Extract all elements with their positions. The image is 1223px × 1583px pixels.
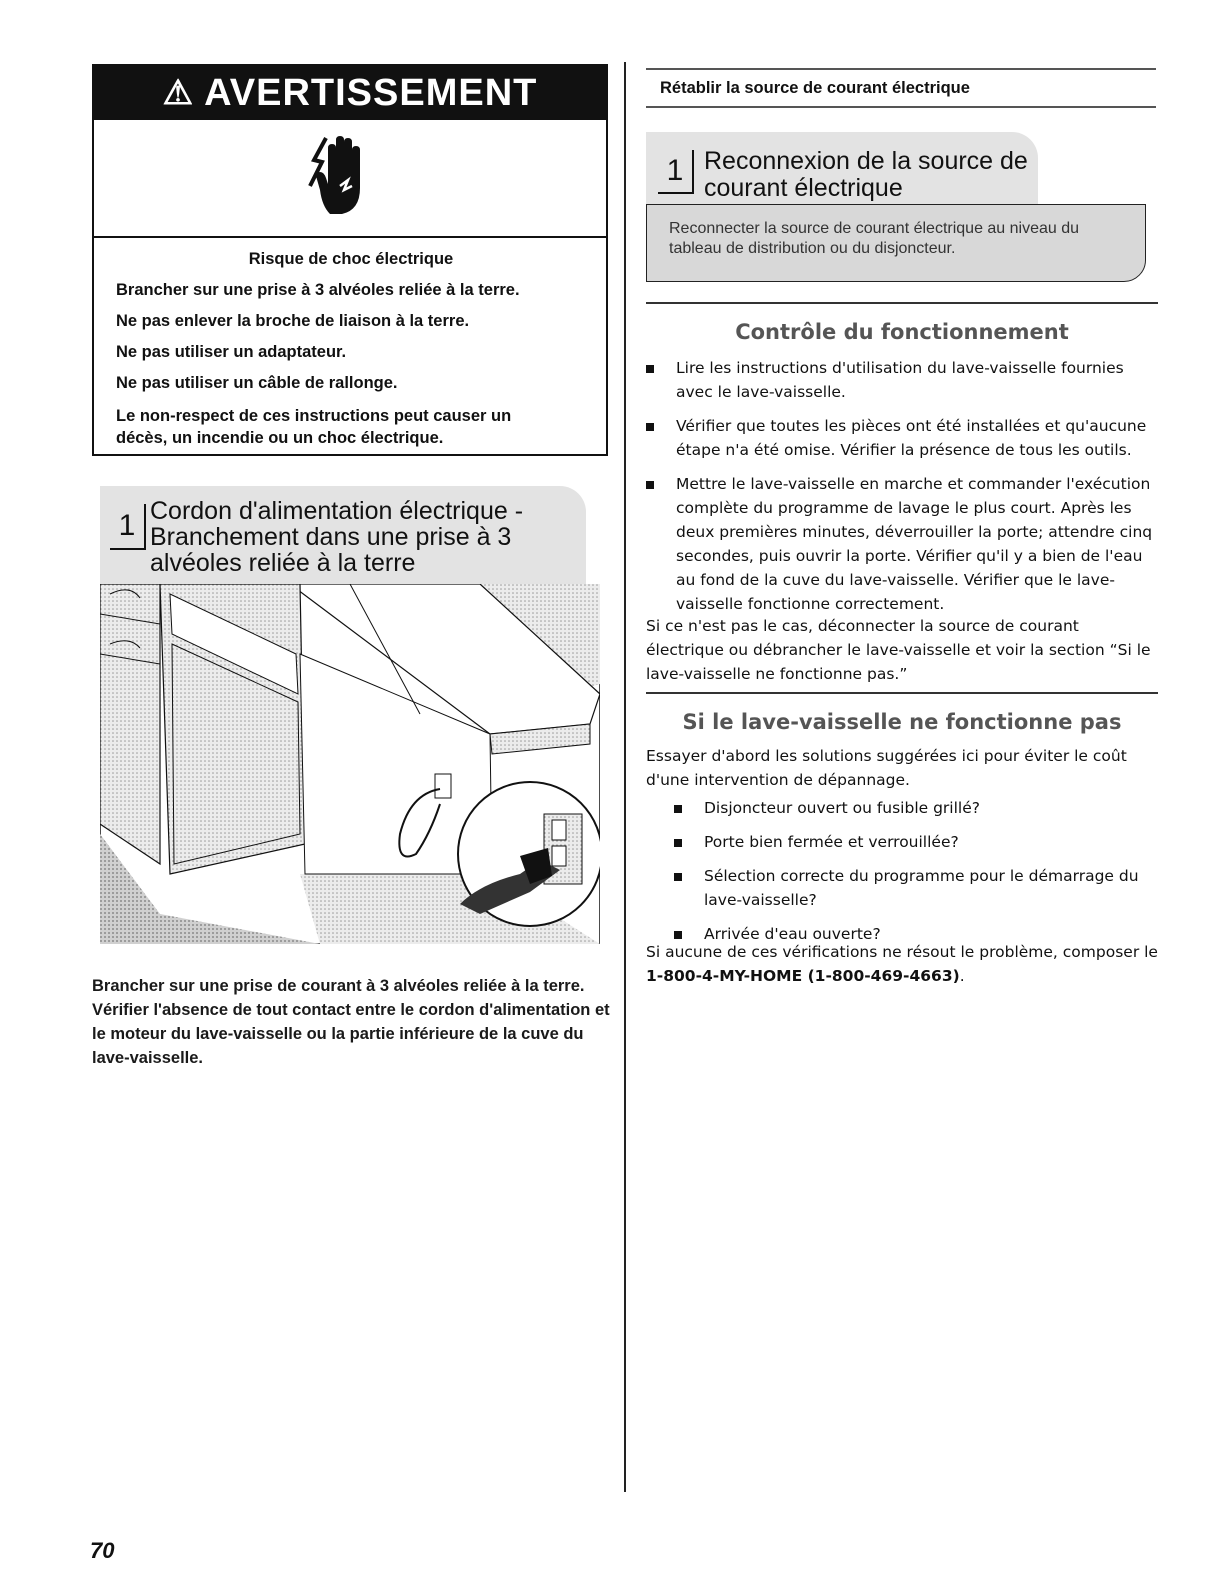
troubleshoot-bullets xyxy=(674,796,1158,956)
list-item xyxy=(674,796,1158,820)
outro-end: . xyxy=(959,967,965,985)
warning-risk: Risque de choc électrique xyxy=(248,250,454,268)
caption-power-cord: Brancher sur une prise de courant à 3 alvéoles reliée à la terre. Vérifier l'absence de tout contact entre le cordon d'alimentation et le moteur du lave-vaisselle ou la partie inférieure de la cuve du lave-vaisselle. xyxy=(92,977,610,1067)
bullet-square-icon xyxy=(646,423,654,431)
step-number: 1 xyxy=(658,150,694,194)
step-number: 1 xyxy=(110,504,146,550)
list-item-text: Vérifier que toutes les pièces ont été installées et qu'aucune étape n'a été omise. Vérifier la présence de tous les outils. xyxy=(676,417,1147,459)
warning-header xyxy=(94,66,606,120)
step-title: Reconnexion de la source de courant électrique xyxy=(704,147,1028,202)
column-divider xyxy=(624,62,626,1492)
bullet-square-icon xyxy=(646,365,654,373)
warning-line: Ne pas utiliser un adaptateur. xyxy=(116,343,347,361)
warning-consequence: Le non-respect de ces instructions peut causer un décès, un incendie ou un choc électrique. xyxy=(116,407,512,447)
page-number: 70 xyxy=(90,1538,115,1563)
list-item-text: Lire les instructions d'utilisation du lave-vaisselle fournies avec le lave-vaisselle. xyxy=(676,359,1124,401)
list-item-text: Arrivée d'eau ouverte? xyxy=(704,925,881,943)
warning-line: Ne pas enlever la broche de liaison à la terre. xyxy=(116,312,470,330)
section-rule xyxy=(646,302,1158,304)
troubleshoot-outro xyxy=(646,940,1158,988)
dishwasher-outlet-illustration xyxy=(100,584,600,944)
step-panel-reconnect xyxy=(646,132,1156,288)
section-rule xyxy=(646,692,1158,694)
warning-triangle-icon: ⚠ xyxy=(162,74,195,112)
list-item-text: Sélection correcte du programme pour le démarrage du lave-vaisselle? xyxy=(704,867,1139,909)
list-item xyxy=(646,356,1158,404)
warning-icon-area xyxy=(94,120,606,238)
warning-title: AVERTISSEMENT xyxy=(204,71,538,114)
section-heading: Rétablir la source de courant électrique xyxy=(646,68,1156,108)
warning-line: Brancher sur une prise à 3 alvéoles reliée à la terre. xyxy=(116,281,520,299)
troubleshoot-intro: Essayer d'abord les solutions suggérées ici pour éviter le coût d'une intervention de dépannage. xyxy=(646,747,1127,789)
outro-text: Si aucune de ces vérifications ne résout le problème, composer le xyxy=(646,943,1158,961)
list-item xyxy=(646,472,1158,616)
step-panel-power-cord xyxy=(100,486,600,946)
warning-box xyxy=(92,64,608,456)
list-item-text: Porte bien fermée et verrouillée? xyxy=(704,833,959,851)
electric-shock-hand-icon xyxy=(306,130,370,222)
list-item xyxy=(674,864,1158,912)
list-item-text: Disjoncteur ouvert ou fusible grillé? xyxy=(704,799,980,817)
step-body: Reconnecter la source de courant électrique au niveau du tableau de distribution ou du disjoncteur. xyxy=(646,204,1146,282)
list-item xyxy=(646,414,1158,462)
bullet-square-icon xyxy=(674,873,682,881)
list-item-text: Mettre le lave-vaisselle en marche et commander l'exécution complète du programme de lavage le plus court. Après les deux premières minutes, déverrouiller la porte; attendre cinq secondes, puis ouvrir la porte. Vérifier qu'il y a bien de l'eau au fond de la cuve du lave-vaisselle. Vérifier que le lave-vaisselle fonctionne correctement. xyxy=(676,475,1153,613)
troubleshoot-heading: Si le lave-vaisselle ne fonctionne pas xyxy=(682,710,1122,734)
operation-heading: Contrôle du fonctionnement xyxy=(735,320,1069,344)
warning-body xyxy=(94,238,606,449)
warning-line: Ne pas utiliser un câble de rallonge. xyxy=(116,374,398,392)
bullet-square-icon xyxy=(674,805,682,813)
bullet-square-icon xyxy=(674,839,682,847)
operation-note: Si ce n'est pas le cas, déconnecter la source de courant électrique ou débrancher le lave-vaisselle et voir la section “Si le lave-vaisselle ne fonctionne pas.” xyxy=(646,617,1151,683)
bullet-square-icon xyxy=(646,481,654,489)
operation-bullets xyxy=(646,356,1158,626)
bullet-square-icon xyxy=(674,931,682,939)
step-title: Cordon d'alimentation électrique - Branchement dans une prise à 3 alvéoles reliée à la terre xyxy=(150,497,524,577)
list-item xyxy=(674,830,1158,854)
phone-number: 1-800-4-MY-HOME (1-800-469-4663) xyxy=(646,967,960,985)
